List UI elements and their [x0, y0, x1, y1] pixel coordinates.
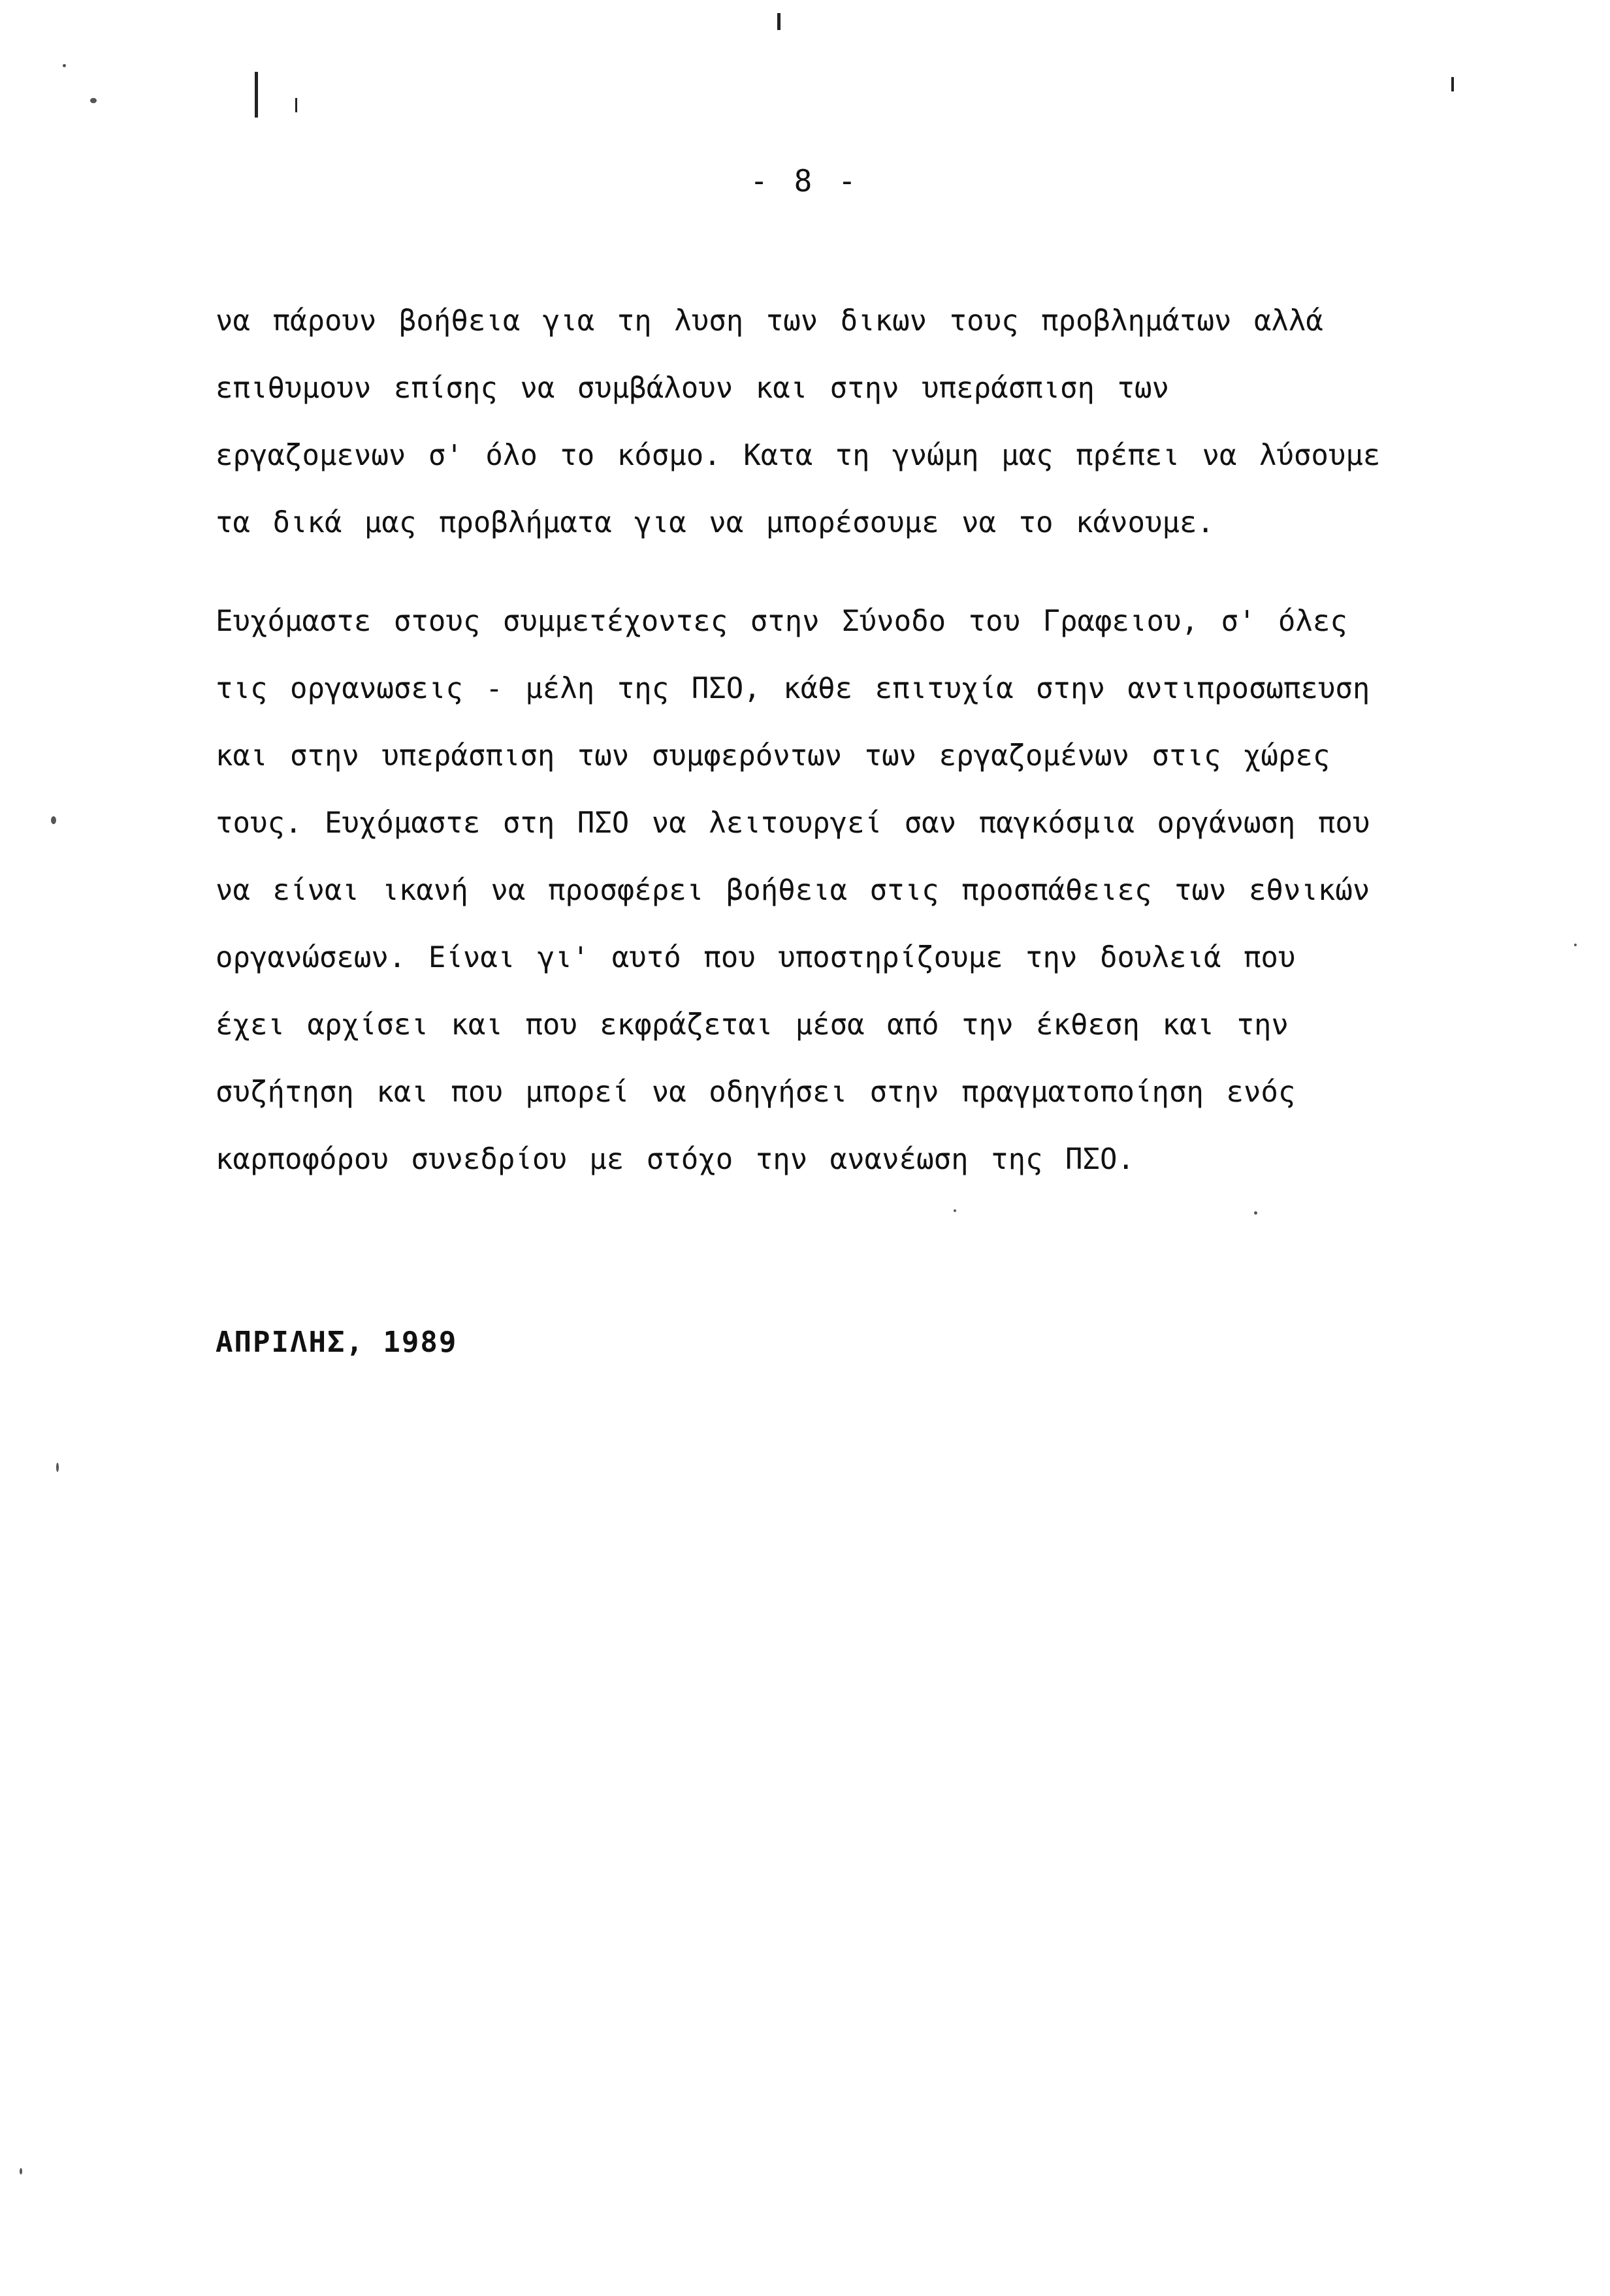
text-line: να είναι ικανή να προσφέρει βοήθεια στις προσπάθειες των εθνικών: [216, 874, 1370, 907]
scan-speck: [63, 64, 66, 67]
text-line: και στην υπεράσπιση των συμφερόντων των εργαζομένων στις χώρες: [216, 739, 1330, 773]
paragraph: [216, 287, 1522, 556]
text-line: εργαζομενων σ' όλο το κόσμο. Κατα τη γνώμη μας πρέπει να λύσουμε: [216, 439, 1381, 472]
scan-mark: [777, 13, 781, 30]
text-line: τις οργανωσεις - μέλη της ΠΣΟ, κάθε επιτυχία στην αντιπροσωπευση: [216, 672, 1370, 705]
text-line: επιθυμουν επίσης να συμβάλουν και στην υπεράσπιση των: [216, 372, 1169, 405]
scan-speck: [1254, 1211, 1257, 1215]
text-line: τους. Ευχόμαστε στη ΠΣΟ να λειτουργεί σαν παγκόσμια οργάνωση που: [216, 806, 1370, 840]
date-line: ΑΠΡΙΛΗΣ, 1989: [216, 1326, 458, 1359]
paragraph: [216, 588, 1522, 1193]
scan-speck: [56, 1463, 59, 1472]
text-line: να πάρουν βοήθεια για τη λυση των δικων τους προβλημάτων αλλά: [216, 304, 1323, 338]
text-line: καρποφόρου συνεδρίου με στόχο την ανανέωση της ΠΣΟ.: [216, 1143, 1135, 1176]
scan-mark: [255, 72, 258, 118]
page-number: - 8 -: [750, 163, 860, 199]
text-line: έχει αρχίσει και που εκφράζεται μέσα από την έκθεση και την: [216, 1008, 1289, 1042]
scan-speck: [20, 2168, 22, 2175]
scan-speck: [954, 1209, 956, 1212]
scan-speck: [1574, 944, 1577, 946]
text-line: οργανώσεων. Είναι γι' αυτό που υποστηρίζουμε την δουλειά που: [216, 941, 1296, 974]
scan-speck: [51, 816, 56, 824]
scan-speck: [90, 98, 97, 103]
text-line: τα δικά μας προβλήματα για να μπορέσουμε να το κάνουμε.: [216, 506, 1214, 539]
text-line: Ευχόμαστε στους συμμετέχοντες στην Σύνοδο του Γραφειου, σ' όλες: [216, 605, 1347, 638]
scan-mark: [1451, 77, 1454, 91]
text-line: συζήτηση και που μπορεί να οδηγήσει στην πραγματοποίηση ενός: [216, 1076, 1296, 1109]
scan-mark: [295, 98, 297, 112]
